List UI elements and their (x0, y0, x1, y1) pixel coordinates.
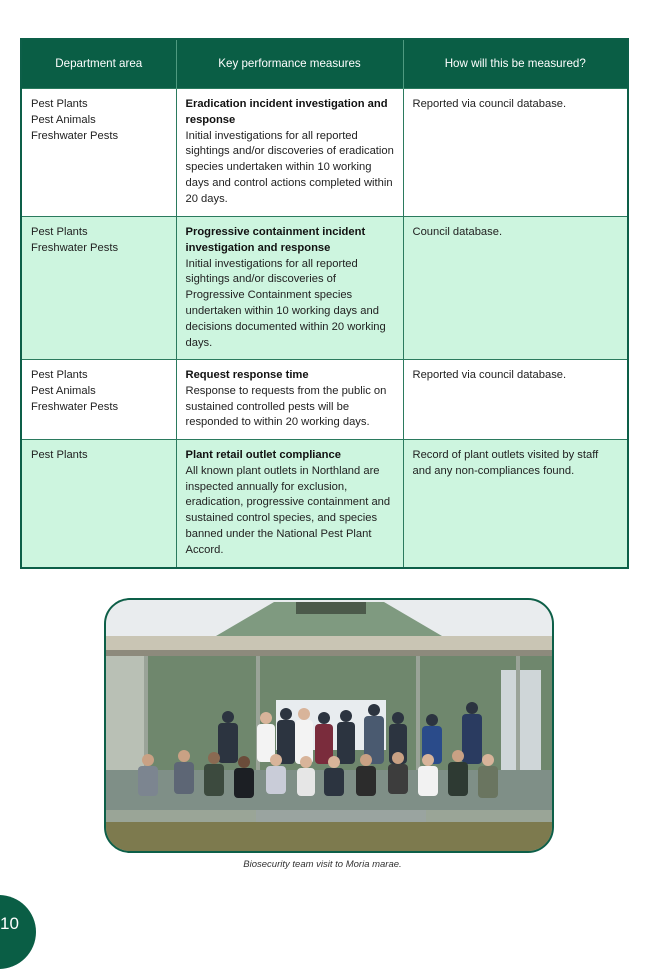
area-item: Pest Animals (31, 384, 96, 397)
header-department-area: Department area (21, 39, 176, 89)
table-header-row (21, 39, 628, 89)
team-photo-illustration (106, 600, 552, 851)
table-row (21, 217, 628, 360)
measure-title: Plant retail outlet compliance (185, 449, 341, 461)
area-item: Freshwater Pests (31, 129, 119, 142)
key-measure-cell (176, 360, 403, 440)
key-measure-cell (176, 217, 403, 360)
area-item: Freshwater Pests (31, 400, 119, 413)
measure-title: Progressive containment incident investigation and response (185, 226, 366, 254)
area-item: Freshwater Pests (31, 241, 119, 254)
area-item: Pest Plants (31, 369, 88, 381)
team-photo (104, 598, 554, 853)
area-item: Pest Plants (31, 98, 88, 110)
table-row (21, 89, 628, 217)
key-measure-cell (176, 440, 403, 568)
department-area-cell (21, 440, 176, 568)
department-area-cell (21, 217, 176, 360)
measured-by-cell: Record of plant outlets visited by staff and any non-compliances found. (403, 440, 628, 568)
measure-description: Response to requests from the public on sustained controlled pests will be responded to within 20 working days. (185, 384, 387, 429)
photo-caption: Biosecurity team visit to Moria marae. (243, 859, 402, 870)
measured-by-cell: Reported via council database. (403, 89, 628, 217)
measure-title: Eradication incident investigation and response (185, 98, 388, 126)
key-measure-cell (176, 89, 403, 217)
measure-description: Initial investigations for all reported sightings and/or discoveries of Progressive Containment species undertaken within 10 working days and decisions documented within 20 working days. (185, 257, 386, 349)
page-number: 10 (0, 914, 19, 933)
area-item: Pest Plants (31, 226, 88, 238)
header-how-measured: How will this be measured? (403, 39, 628, 89)
measure-description: All known plant outlets in Northland are inspected annually for exclusion, eradication, progressive containment and sustained control species, and species banned under the National Pest Plant Accord. (185, 464, 391, 556)
kpi-table (20, 38, 629, 569)
measured-by-cell: Reported via council database. (403, 360, 628, 440)
area-item: Pest Animals (31, 113, 96, 126)
table-row (21, 440, 628, 568)
department-area-cell (21, 89, 176, 217)
area-item: Pest Plants (31, 449, 88, 461)
measured-by-cell: Council database. (403, 217, 628, 360)
measure-description: Initial investigations for all reported sightings and/or discoveries of eradication species undertaken within 10 working days and control actions completed within 20 days. (185, 129, 394, 205)
table-row (21, 360, 628, 440)
measure-title: Request response time (185, 369, 309, 381)
department-area-cell (21, 360, 176, 440)
header-key-performance-measures: Key performance measures (176, 39, 403, 89)
